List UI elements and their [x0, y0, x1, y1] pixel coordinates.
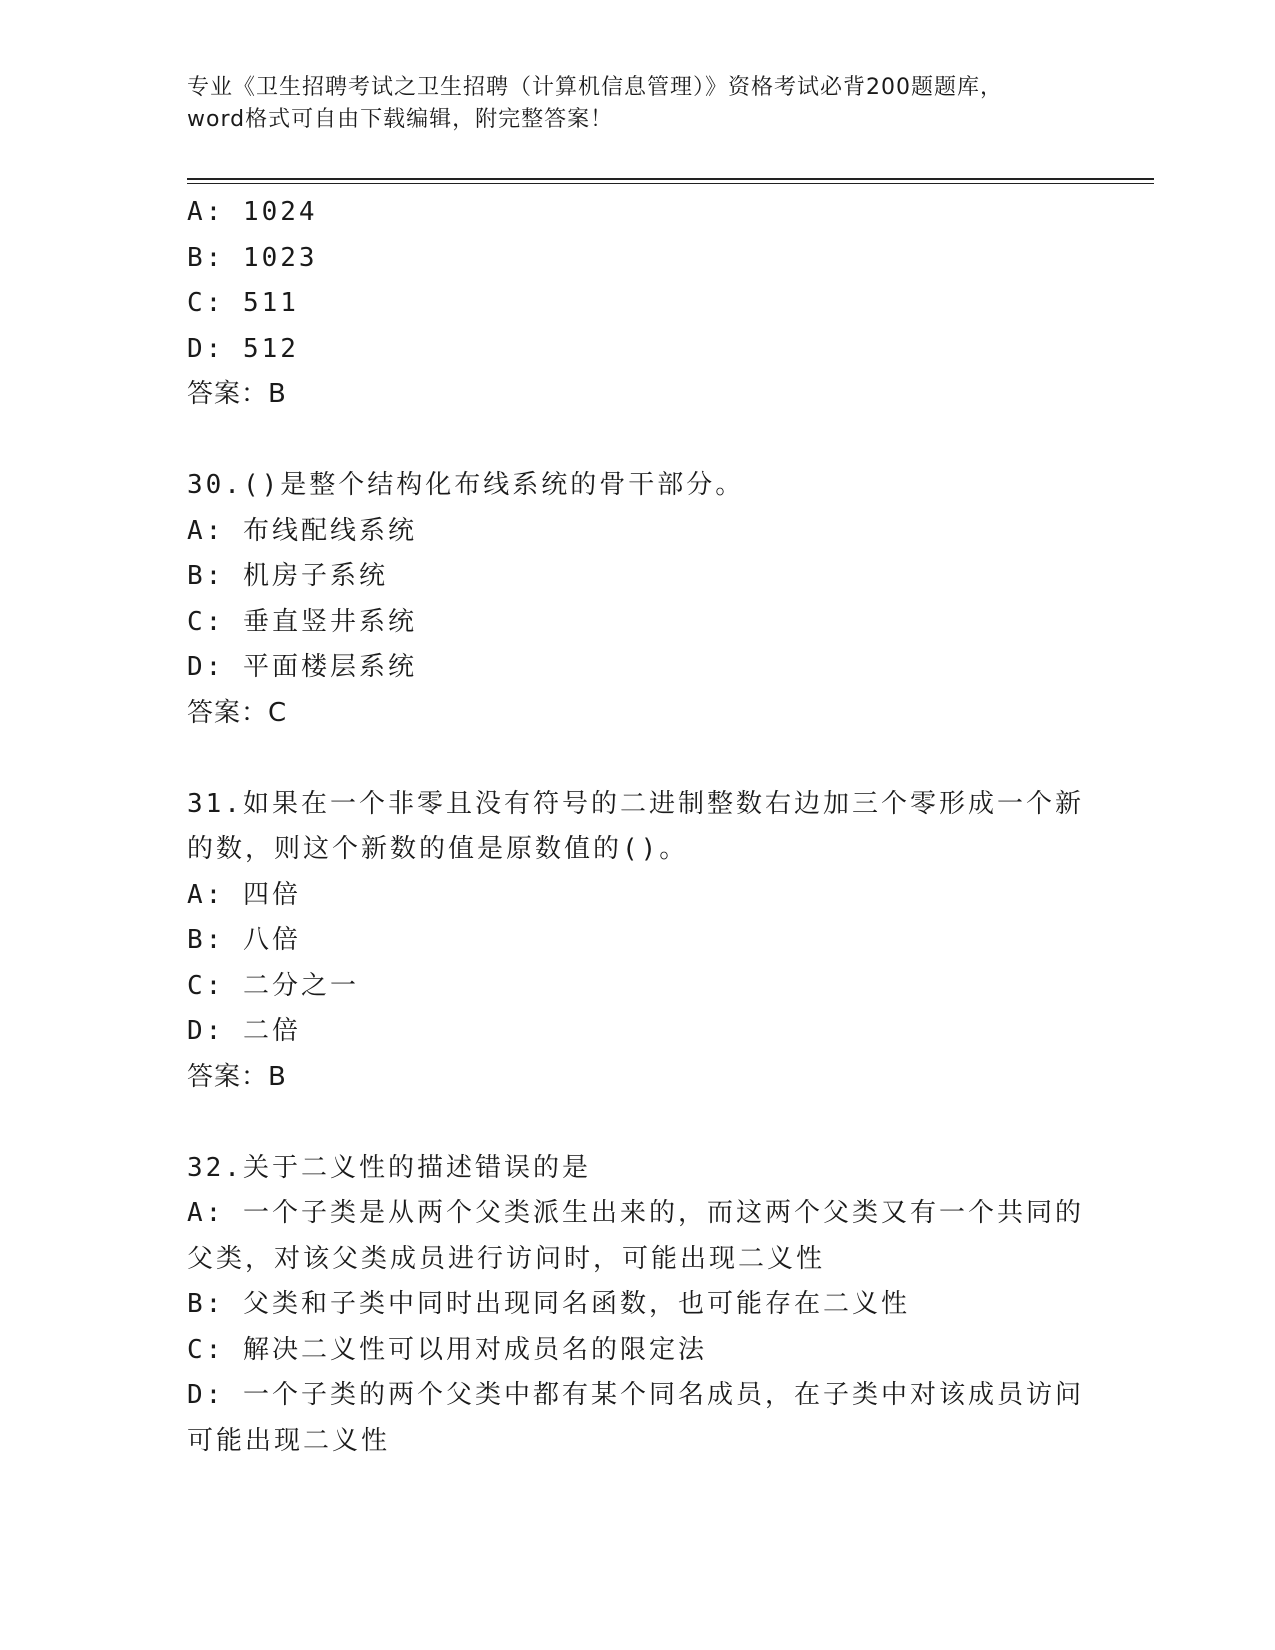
question-stem-line-1: 31.如果在一个非零且没有符号的二进制整数右边加三个零形成一个新 — [187, 788, 1084, 819]
option-b: B: 机房子系统 — [187, 561, 388, 591]
option-d: D: 平面楼层系统 — [187, 652, 417, 682]
option-a: A: 1024 — [187, 197, 318, 227]
option-c: C: 二分之一 — [187, 970, 359, 1001]
spacer — [187, 418, 1087, 464]
header-rule-thick — [187, 178, 1154, 180]
question-29-continued — [187, 190, 1087, 418]
answer-line: 答案：B — [187, 379, 287, 409]
option-d: D: 512 — [187, 333, 299, 364]
answer-line: 答案：B — [187, 1061, 287, 1092]
question-31 — [187, 782, 1087, 1101]
question-stem: 30.()是整个结构化布线系统的骨干部分。 — [187, 470, 745, 500]
option-b: B: 八倍 — [187, 925, 301, 955]
option-a: A: 布线配线系统 — [187, 515, 417, 546]
question-32 — [187, 1146, 1087, 1465]
document-header — [187, 72, 1087, 136]
question-stem: 32.关于二义性的描述错误的是 — [187, 1152, 591, 1183]
option-b: B: 父类和子类中同时出现同名函数，也可能存在二义性 — [187, 1289, 910, 1319]
spacer — [187, 1100, 1087, 1146]
question-list — [187, 190, 1087, 1464]
option-d: D: 二倍 — [187, 1016, 301, 1046]
option-b: B: 1023 — [187, 242, 318, 273]
header-line-2: word格式可自由下载编辑，附完整答案！ — [187, 107, 614, 132]
option-d-line-2: 可能出现二义性 — [187, 1425, 391, 1456]
question-30 — [187, 463, 1087, 736]
spacer — [187, 736, 1087, 782]
option-c: C: 511 — [187, 288, 299, 318]
option-d-line-1: D: 一个子类的两个父类中都有某个同名成员，在子类中对该成员访问 — [187, 1380, 1084, 1410]
answer-line: 答案：C — [187, 697, 288, 728]
header-rule-thin — [187, 183, 1154, 184]
option-a: A: 四倍 — [187, 879, 301, 910]
header-line-1: 专业《卫生招聘考试之卫生招聘（计算机信息管理）》资格考试必背200题题库， — [187, 75, 1003, 100]
option-c: C: 垂直竖井系统 — [187, 606, 417, 637]
option-a-line-1: A: 一个子类是从两个父类派生出来的，而这两个父类又有一个共同的 — [187, 1198, 1084, 1228]
option-c: C: 解决二义性可以用对成员名的限定法 — [187, 1334, 707, 1365]
option-a-line-2: 父类，对该父类成员进行访问时，可能出现二义性 — [187, 1243, 826, 1274]
question-stem-line-2: 的数，则这个新数的值是原数值的()。 — [187, 834, 689, 864]
